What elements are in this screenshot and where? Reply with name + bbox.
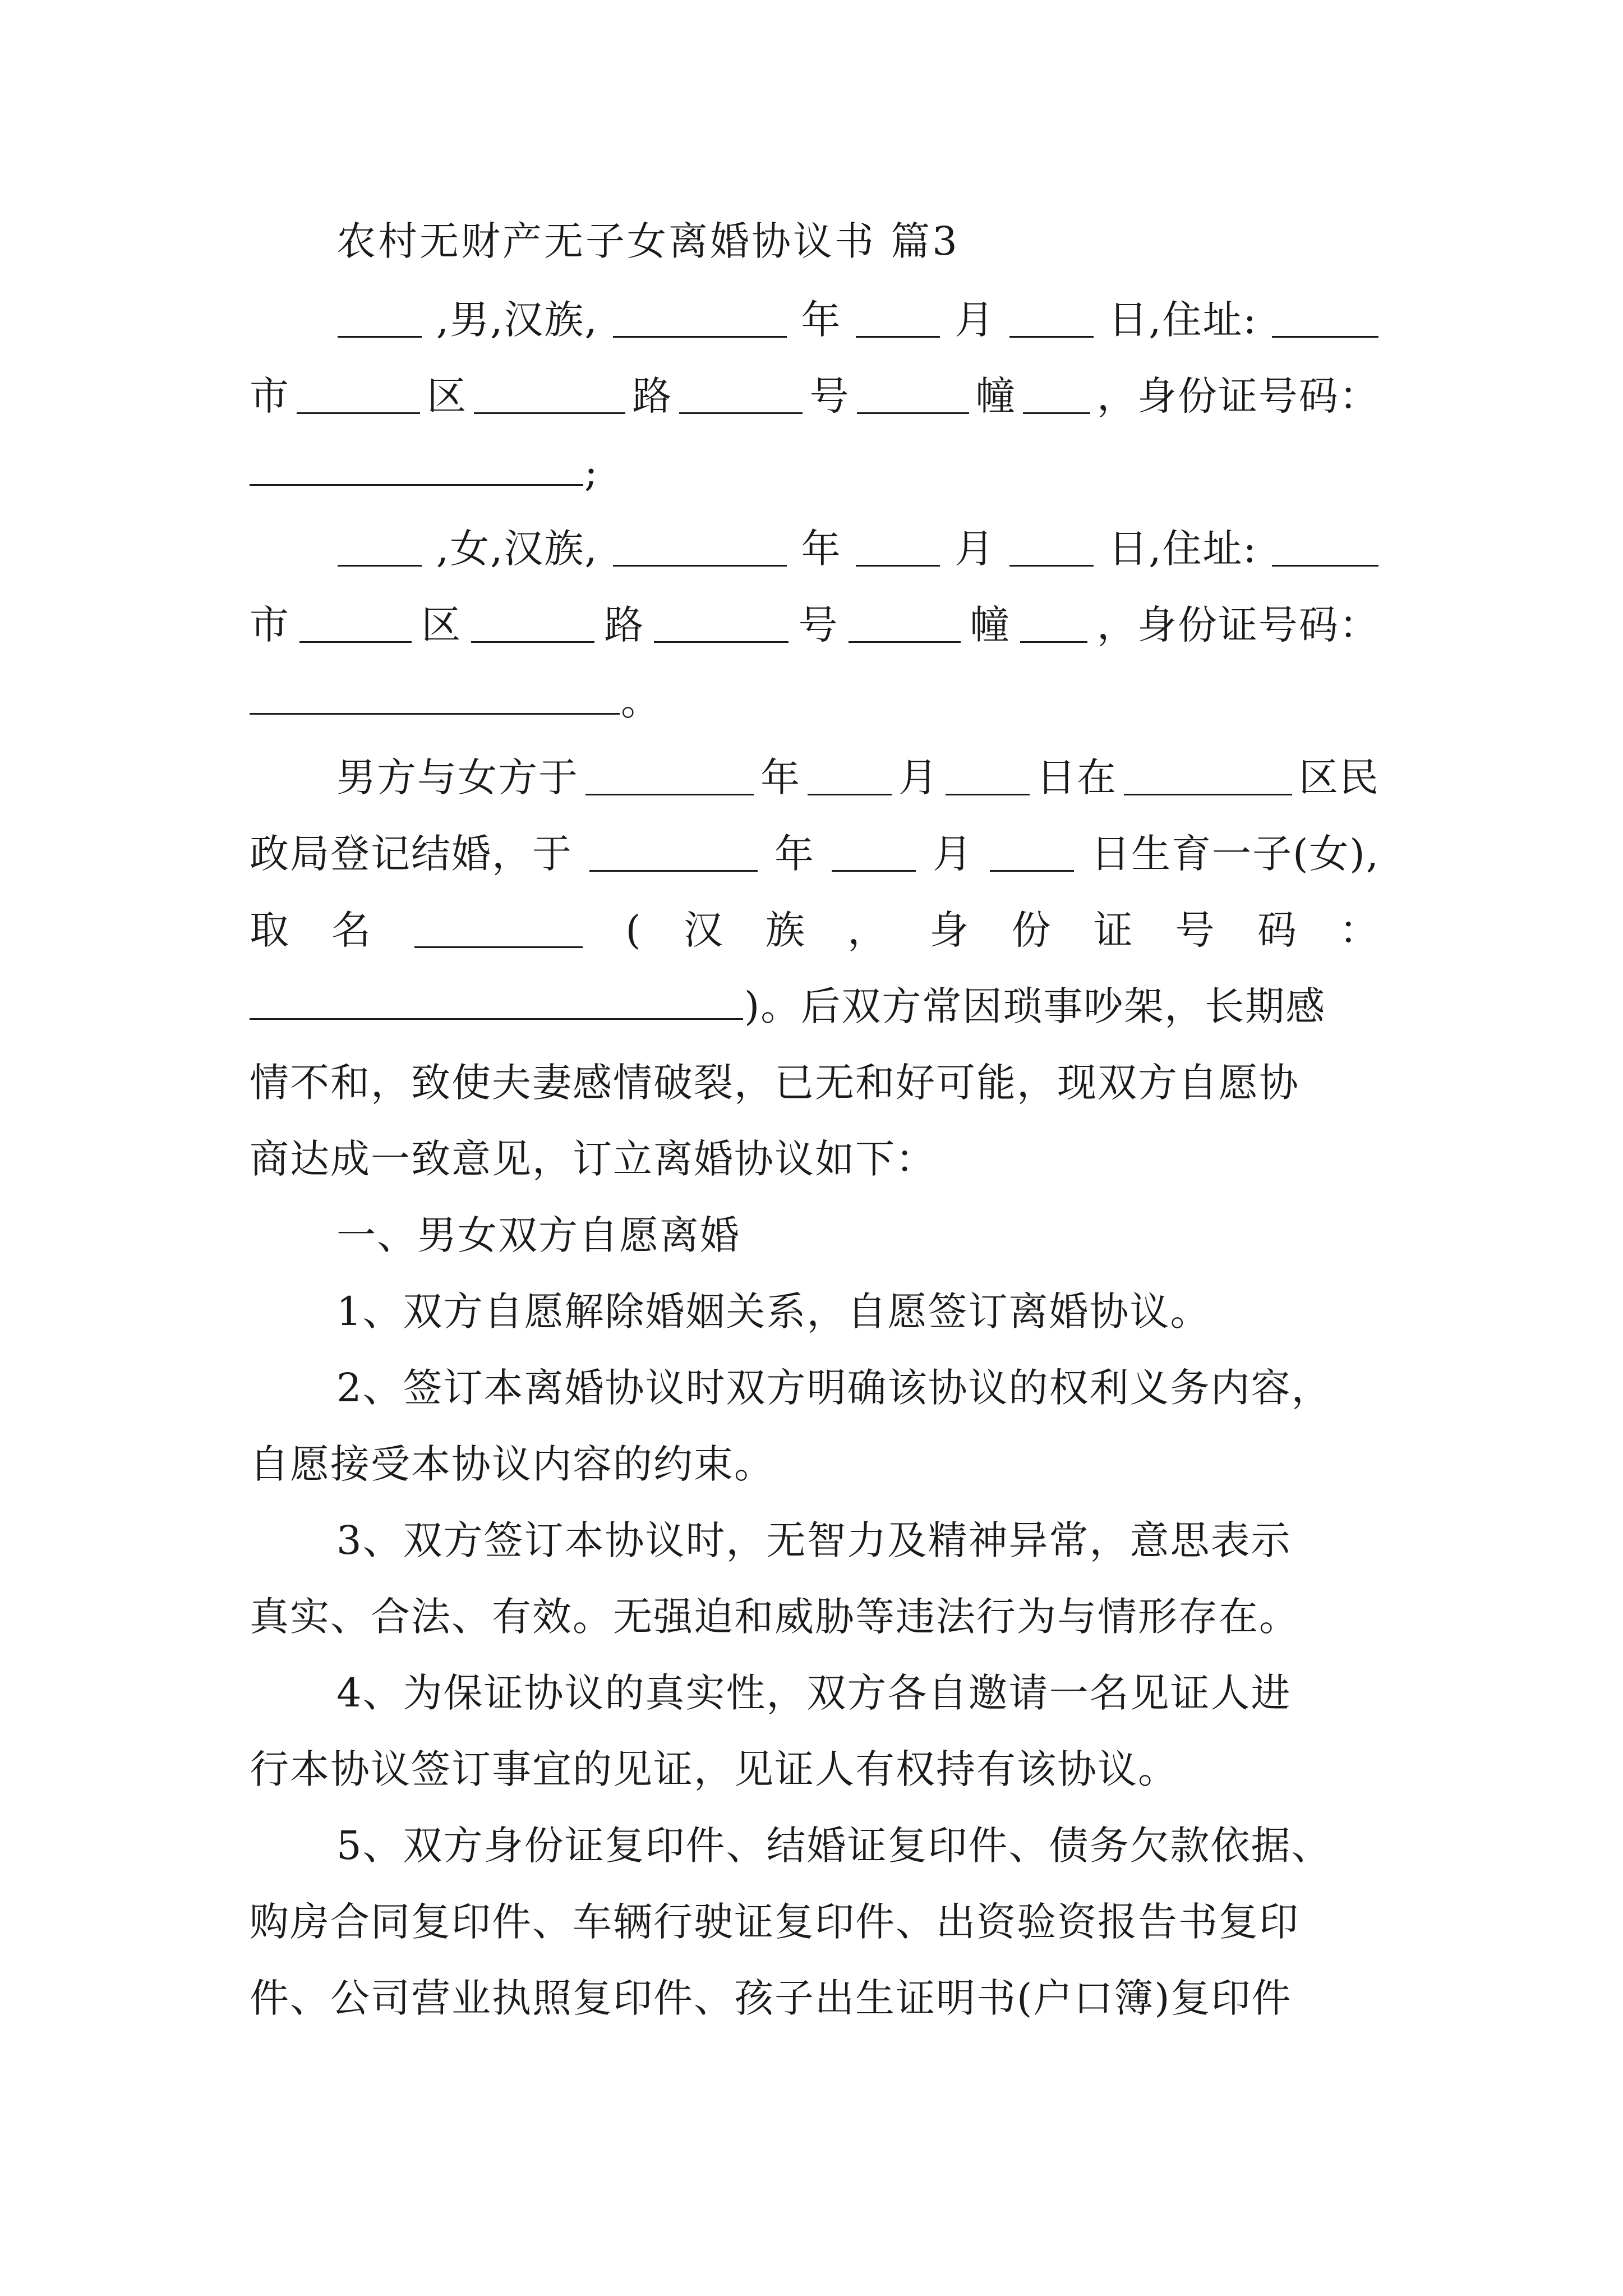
text-segment: 商达成一致意见，订立离婚协议如下： — [250, 1136, 936, 1182]
text-segment: 年 — [760, 754, 801, 800]
text-segment: ，身份证号码： — [1096, 373, 1380, 419]
clause-text: 真实、合法、有效。无强迫和威胁等违法行为与情形存在。 — [250, 1594, 1299, 1640]
place-blank — [1124, 760, 1292, 795]
text-segment: 年 — [801, 526, 842, 572]
text-segment: 日,住址: — [1108, 526, 1258, 572]
clause-1 — [336, 1278, 1380, 1345]
text-segment: 。 — [621, 678, 661, 724]
text-segment: ， — [847, 907, 888, 953]
text-segment: 幢 — [975, 373, 1016, 419]
text-segment: 政局登记结婚，于 — [250, 831, 573, 877]
name-blank — [338, 531, 422, 567]
month-blank — [808, 760, 892, 795]
text-segment: 日,住址: — [1108, 297, 1258, 343]
text-segment: 区民 — [1299, 754, 1380, 800]
clause-3-line-1 — [336, 1507, 1380, 1574]
text-segment: 区 — [427, 373, 468, 419]
marriage-line-6 — [250, 1125, 1380, 1193]
id-number-blank — [250, 679, 620, 715]
number-blank — [857, 379, 969, 414]
text-segment: 号 — [1175, 907, 1216, 953]
day-blank — [1009, 302, 1094, 338]
text-segment: 号 — [809, 373, 850, 419]
male-info-line-3 — [250, 439, 1380, 506]
road-blank — [679, 379, 803, 414]
text-segment: 汉 — [683, 907, 724, 953]
marriage-line-4 — [250, 973, 1380, 1040]
text-segment: 日在 — [1036, 754, 1117, 800]
clause-3-line-2 — [250, 1583, 1380, 1650]
marriage-line-2 — [250, 820, 1380, 887]
text-segment: 月 — [933, 831, 974, 877]
text-segment: 月 — [955, 297, 995, 343]
text-segment: 号 — [798, 602, 839, 648]
clause-text: 行本协议签订事宜的见证，见证人有权持有该协议。 — [250, 1746, 1178, 1792]
text-segment: ,男,汉族, — [436, 297, 598, 343]
address-blank — [1272, 531, 1378, 567]
district-blank — [474, 379, 625, 414]
text-segment: 男方与女方于 — [336, 754, 579, 800]
text-segment: 名 — [331, 907, 372, 953]
text-segment: ： — [1339, 907, 1380, 953]
month-blank — [832, 836, 916, 872]
clause-text: 5、双方身份证复印件、结婚证复印件、债务欠款依据、 — [336, 1823, 1332, 1869]
text-segment: 年 — [801, 297, 842, 343]
text-segment: 市 — [250, 373, 290, 419]
text-segment: 年 — [774, 831, 815, 877]
section-heading-text: 一、男女双方自愿离婚 — [336, 1212, 740, 1258]
year-blank — [613, 531, 787, 567]
month-blank — [856, 531, 940, 567]
building-blank — [1023, 379, 1090, 414]
text-segment: 身 — [929, 907, 970, 953]
building-blank — [1020, 608, 1087, 643]
text-segment: 市 — [250, 602, 290, 648]
address-blank — [1272, 302, 1378, 338]
text-segment: 份 — [1011, 907, 1052, 953]
document-title — [336, 208, 1380, 275]
text-segment: 证 — [1093, 907, 1134, 953]
clause-text: 购房合同复印件、车辆行驶证复印件、出资验资报告书复印 — [250, 1899, 1299, 1945]
text-segment: 码 — [1257, 907, 1298, 953]
clause-5-line-2 — [250, 1888, 1380, 1955]
number-blank — [849, 608, 961, 643]
clause-2-line-2 — [250, 1430, 1380, 1498]
text-segment: )。后双方常因琐事吵架，长期感 — [744, 983, 1326, 1029]
clause-5-line-1 — [336, 1812, 1380, 1879]
marriage-line-5 — [250, 1049, 1380, 1116]
text-segment: ,女,汉族, — [436, 526, 598, 572]
day-blank — [946, 760, 1030, 795]
name-blank — [338, 302, 422, 338]
text-segment: 月 — [955, 526, 995, 572]
district-blank — [471, 608, 594, 643]
text-segment: 族 — [766, 907, 806, 953]
clause-text: 2、签订本离婚协议时双方明确该协议的权利义务内容， — [336, 1365, 1332, 1411]
text-segment: ，身份证号码： — [1096, 602, 1380, 648]
female-info-line-2 — [250, 591, 1380, 659]
marriage-line-1 — [336, 744, 1380, 811]
male-info-line-1 — [336, 286, 1380, 353]
day-blank — [990, 836, 1074, 872]
text-segment: 区 — [421, 602, 462, 648]
clause-text: 件、公司营业执照复印件、孩子出生证明书(户口簿)复印件 — [250, 1975, 1292, 2021]
text-segment: 日生育一子(女), — [1091, 831, 1380, 877]
clause-2-line-1 — [336, 1354, 1380, 1421]
text-segment: 幢 — [970, 602, 1011, 648]
female-info-line-1 — [336, 515, 1380, 582]
text-segment: ( — [625, 907, 642, 953]
road-blank — [654, 608, 789, 643]
year-blank — [585, 760, 754, 795]
text-segment: 情不和，致使夫妻感情破裂，已无和好可能，现双方自愿协 — [250, 1060, 1299, 1106]
text-segment: ; — [584, 449, 599, 495]
year-blank — [613, 302, 787, 338]
city-blank — [297, 379, 420, 414]
clause-text: 1、双方自愿解除婚姻关系，自愿签订离婚协议。 — [336, 1289, 1211, 1335]
month-blank — [856, 302, 940, 338]
title-text: 农村无财产无子女离婚协议书 篇3 — [336, 218, 960, 264]
text-segment: 路 — [604, 602, 645, 648]
marriage-line-3 — [250, 896, 1380, 964]
text-segment: 月 — [898, 754, 939, 800]
text-segment: 取 — [250, 907, 290, 953]
clause-text: 3、双方签订本协议时，无智力及精神异常，意思表示 — [336, 1517, 1292, 1563]
year-blank — [589, 836, 758, 872]
clause-4-line-1 — [336, 1659, 1380, 1727]
female-info-line-3 — [250, 668, 1380, 735]
child-id-blank — [250, 984, 743, 1020]
clause-text: 自愿接受本协议内容的约束。 — [250, 1441, 774, 1487]
day-blank — [1009, 531, 1094, 567]
clause-text: 4、为保证协议的真实性，双方各自邀请一名见证人进 — [336, 1670, 1292, 1716]
child-name-blank — [414, 913, 583, 948]
text-segment: 路 — [632, 373, 673, 419]
section-heading — [336, 1202, 1380, 1269]
clause-4-line-2 — [250, 1736, 1380, 1803]
clause-5-line-3 — [250, 1964, 1380, 2032]
id-number-blank — [250, 450, 583, 486]
male-info-line-2 — [250, 362, 1380, 430]
city-blank — [299, 608, 412, 643]
